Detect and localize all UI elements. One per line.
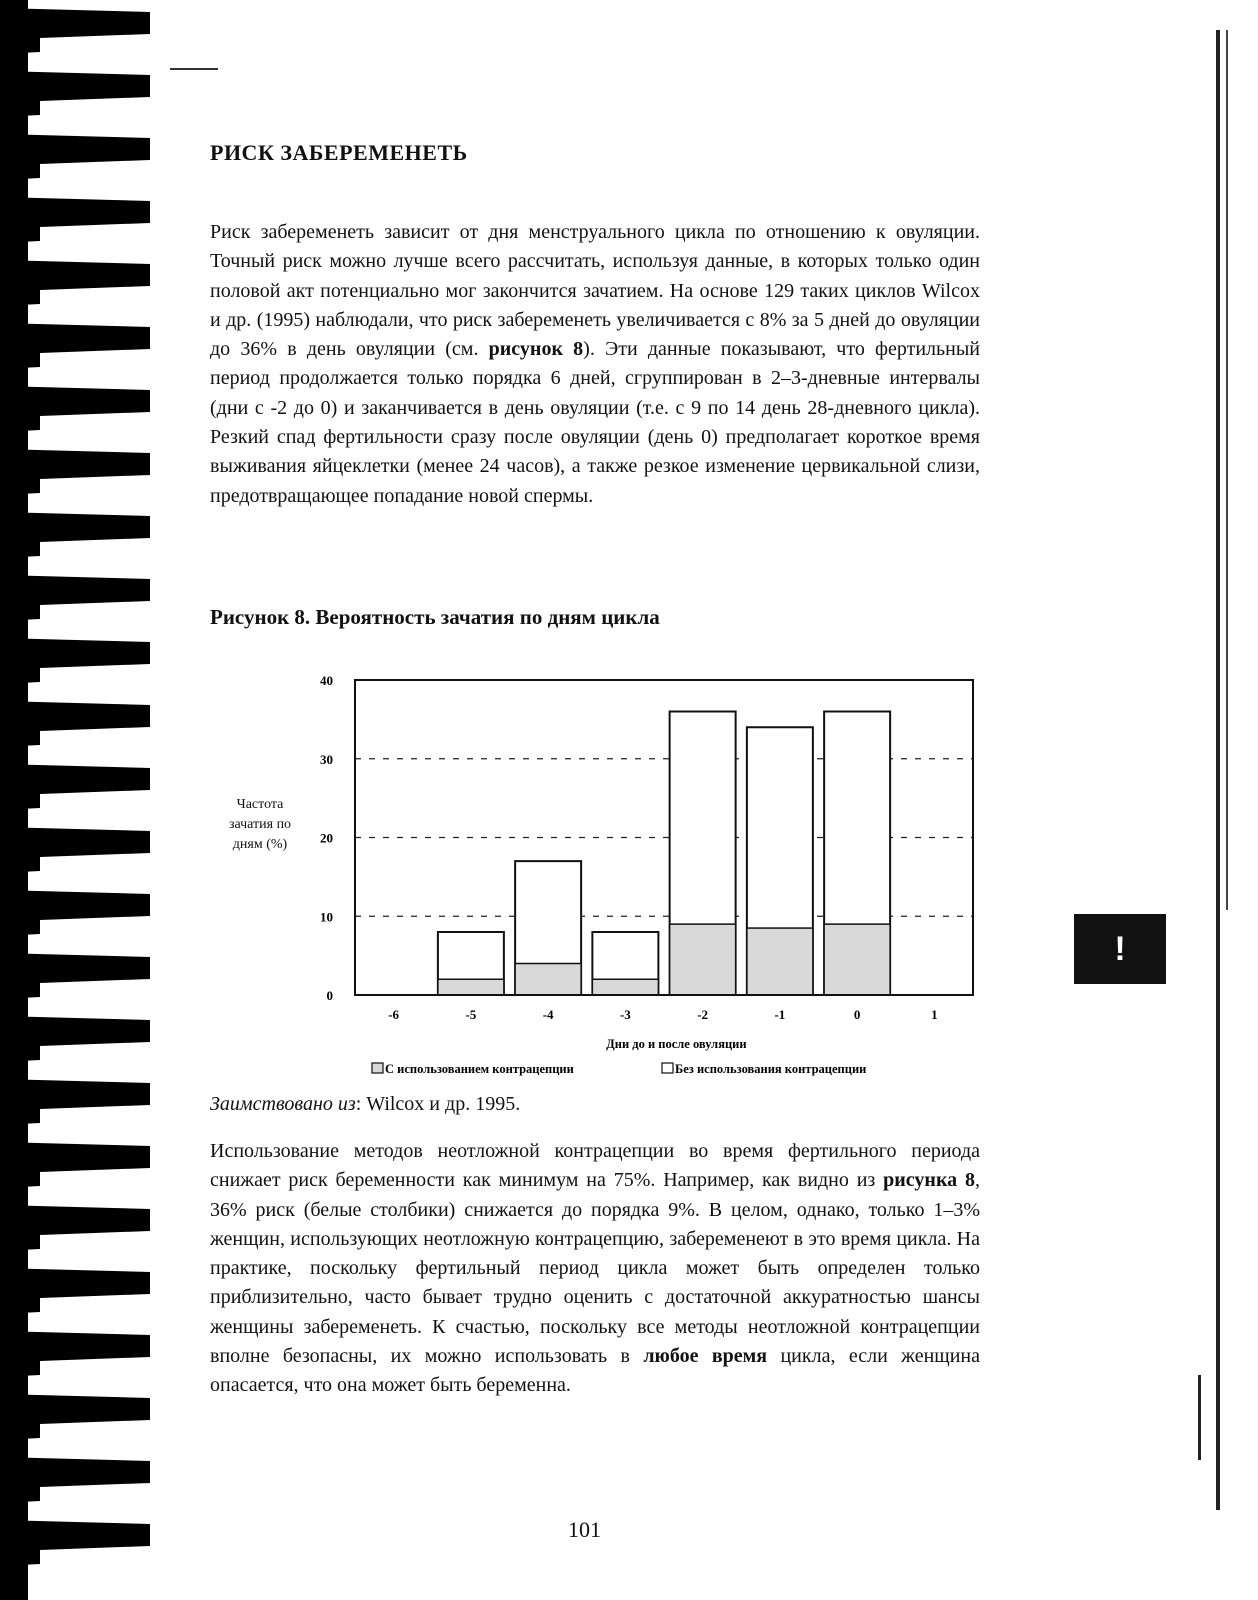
warning-tab bbox=[1074, 914, 1166, 984]
source-label: Заимствовано из bbox=[210, 1093, 356, 1115]
text-run: Использование методов неотложной контрацепции во время фертильного периода снижает риск беременности как минимум на 75%. Например, как видно из bbox=[210, 1140, 980, 1192]
spiral-binding bbox=[0, 0, 160, 1600]
scan-mark bbox=[170, 68, 218, 70]
text-run: цикла, если женщина опасается, что она может быть беременна. bbox=[210, 1345, 980, 1397]
binding-ring bbox=[0, 134, 150, 180]
bold-reference: любое время bbox=[643, 1345, 768, 1368]
binding-ring bbox=[0, 890, 150, 936]
x-tick-label: 0 bbox=[853, 1007, 861, 1022]
text-run: ). Эти данные показывают, что фертильный период продолжается только порядка 6 дней, сгруппирован в 2–3-дневные интервалы (дни с -2 до 0) и заканчивается в день овуляции (т.е. с 9 по 14 день 28-дневного цикла). Резкий спад фертильности сразу после овуляции (день 0) предполагает короткое время выживания яйцеклетки (менее 24 часов), а также резкое изменение цервикальной слизи, предотвращающее попадание новой спермы. bbox=[210, 338, 980, 507]
legend-label-with-contraception: С использованием контрацепции bbox=[385, 1062, 574, 1076]
conception-probability-chart bbox=[200, 660, 990, 1090]
y-axis-label-line: зачатия по bbox=[228, 817, 292, 832]
bar-with-contraception bbox=[592, 979, 658, 995]
x-tick-label: 1 bbox=[931, 1007, 938, 1022]
bar-with-contraception bbox=[670, 924, 736, 995]
margin-mark bbox=[1198, 1375, 1201, 1460]
source-citation bbox=[210, 1093, 910, 1116]
x-tick-label: -1 bbox=[774, 1007, 786, 1022]
bold-reference: рисунка 8 bbox=[883, 1169, 975, 1192]
binding-ring bbox=[0, 260, 150, 306]
binding-ring bbox=[0, 827, 150, 873]
page-edge-inner bbox=[1226, 30, 1228, 910]
legend-swatch-no-contraception bbox=[662, 1063, 673, 1073]
bar-with-contraception bbox=[515, 964, 581, 996]
bar-with-contraception bbox=[824, 924, 890, 995]
binding-ring bbox=[0, 764, 150, 810]
binding-ring bbox=[0, 1142, 150, 1188]
binding-ring bbox=[0, 1331, 150, 1377]
y-tick-label: 30 bbox=[320, 751, 333, 767]
binding-ring bbox=[0, 323, 150, 369]
x-tick-label: -4 bbox=[542, 1007, 554, 1022]
binding-ring bbox=[0, 575, 150, 621]
y-axis-label-line: Частота bbox=[236, 797, 284, 812]
text-run: Риск забеременеть зависит от дня менструального цикла по отношению к овуляции. Точный риск можно лучше всего рассчитать, используя данные, в которых только один половой акт потенциально мог закончится зачатием. На основе 129 таких циклов Wilcox и др. (1995) наблюдали, что риск забеременеть увеличивается с 8% за 5 дней до овуляции до 36% в день овуляции (см. bbox=[210, 221, 980, 361]
x-tick-label: -3 bbox=[619, 1007, 631, 1022]
binding-ring bbox=[0, 701, 150, 747]
y-tick-label: 20 bbox=[320, 830, 333, 846]
y-tick-label: 10 bbox=[320, 909, 333, 925]
binding-ring bbox=[0, 1268, 150, 1314]
x-tick-label: -5 bbox=[465, 1007, 477, 1022]
binding-ring bbox=[0, 1079, 150, 1125]
x-axis-label: Дни до и после овуляции bbox=[606, 1037, 747, 1051]
binding-ring bbox=[0, 953, 150, 999]
binding-ring bbox=[0, 1394, 150, 1440]
source-text: : Wilcox и др. 1995. bbox=[355, 1093, 521, 1115]
page-number: 101 bbox=[568, 1517, 601, 1542]
binding-ring bbox=[0, 1205, 150, 1251]
y-axis-label-line: дням (%) bbox=[232, 837, 288, 852]
figure-title: Рисунок 8. Вероятность зачатия по дням цикла bbox=[210, 605, 660, 629]
x-tick-label: -6 bbox=[388, 1007, 400, 1022]
bar-with-contraception bbox=[747, 928, 813, 995]
paragraph-risk bbox=[210, 218, 980, 511]
binding-ring bbox=[0, 386, 150, 432]
legend-label-no-contraception: Без использования контрацепции bbox=[675, 1062, 867, 1076]
exclamation-icon: ! bbox=[1114, 930, 1126, 968]
binding-ring bbox=[0, 1520, 150, 1566]
paragraph-emergency-contraception bbox=[210, 1137, 980, 1401]
text-run: , 36% риск (белые столбики) снижается до порядка 9%. В целом, однако, только 1–3% женщин, использующих неотложную контрацепцию, забеременеют в это время цикла. На практике, поскольку фертильный период цикла может быть определен только приблизительно, часто бывает трудно оценить с достаточной аккуратностью шансы женщины забеременеть. К счастью, поскольку все методы неотложной контрацепции вполне безопасны, их можно использовать в bbox=[210, 1169, 980, 1368]
page-edge bbox=[1216, 30, 1220, 1510]
y-tick-label: 40 bbox=[320, 673, 333, 688]
binding-ring bbox=[0, 449, 150, 495]
x-tick-label: -2 bbox=[697, 1007, 709, 1022]
binding-ring bbox=[0, 197, 150, 243]
binding-ring bbox=[0, 1016, 150, 1062]
bar-with-contraception bbox=[438, 979, 504, 995]
legend-swatch-with-contraception bbox=[372, 1063, 383, 1073]
binding-ring bbox=[0, 638, 150, 684]
bold-reference: рисунок 8 bbox=[488, 338, 584, 361]
section-heading: РИСК ЗАБЕРЕМЕНЕТЬ bbox=[210, 140, 468, 165]
binding-ring bbox=[0, 1457, 150, 1503]
y-tick-label: 0 bbox=[326, 988, 333, 1003]
binding-ring bbox=[0, 8, 150, 54]
binding-ring bbox=[0, 71, 150, 117]
binding-ring bbox=[0, 512, 150, 558]
